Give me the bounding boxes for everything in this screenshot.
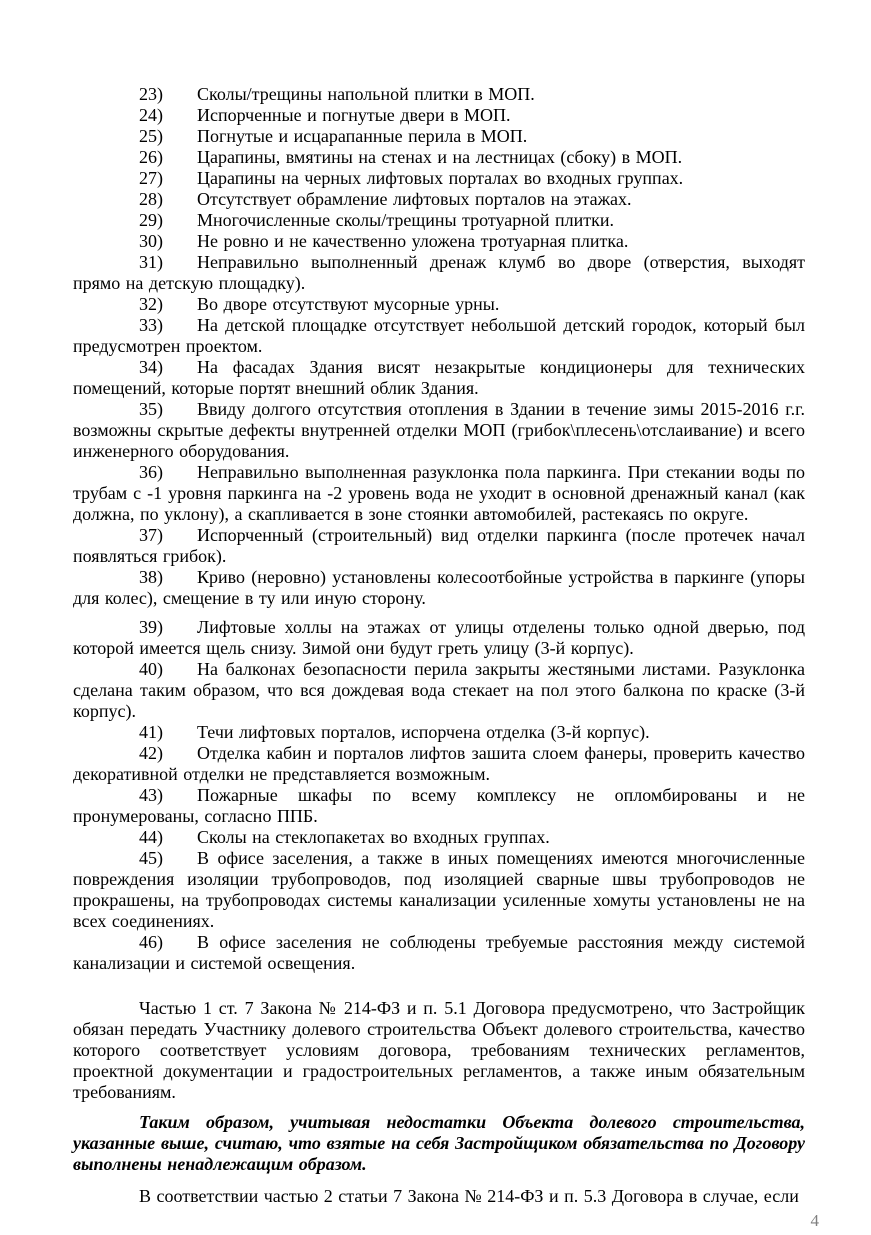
defect-item-text: Ввиду долгого отсутствия отопления в Здании в течение зимы 2015-2016 г.г. возможны скрытые дефекты внутренней отделки МОП (грибок\плесень\отслаивание) и всего инженерного оборудования. [73,399,805,461]
defect-item-number: 31) [139,252,163,272]
paragraph-next-clause: В соответствии частью 2 статьи 7 Закона № 214-ФЗ и п. 5.3 Договора в случае, если [139,1186,799,1206]
defect-item-number: 34) [139,357,163,377]
defect-item-text: Во дворе отсутствуют мусорные урны. [197,294,500,314]
defect-item-text: В офисе заселения, а также в иных помещениях имеются многочисленные повреждения изоляции трубопроводов, под изоляцией сварные швы трубопроводов не прокрашены, на трубопроводах системы канализации усиленные хомуты установлены не на всех соединениях. [73,848,805,931]
defect-item-text: Погнутые и исцарапанные перила в МОП. [197,126,528,146]
defect-item [73,659,805,722]
defect-item-text: Сколы/трещины напольной плитки в МОП. [197,84,535,104]
defect-item-text: Испорченный (строительный) вид отделки паркинга (после протечек начал появляться грибок). [73,525,805,566]
defect-item [73,210,805,231]
page-number-row [73,1210,819,1231]
defect-item [73,399,805,462]
defect-item-number: 39) [139,617,163,637]
page-number: 4 [810,1211,819,1230]
defect-item [73,525,805,567]
defect-item-text: Царапины, вмятины на стенах и на лестницах (сбоку) в МОП. [197,147,683,167]
defect-item [73,147,805,168]
defect-item-number: 24) [139,105,163,125]
defect-item [73,357,805,399]
defect-item [73,617,805,659]
defect-item-number: 33) [139,315,163,335]
defect-item-number: 40) [139,659,163,679]
defect-item-number: 46) [139,932,163,952]
defect-item-number: 27) [139,168,163,188]
defect-item-number: 26) [139,147,163,167]
defect-list-part1 [73,84,805,609]
defect-item-number: 45) [139,848,163,868]
defect-item-text: В офисе заселения не соблюдены требуемые расстояния между системой канализации и системой освещения. [73,932,805,973]
defect-item-number: 23) [139,84,163,104]
paragraph-law-quote: Частью 1 ст. 7 Закона № 214-ФЗ и п. 5.1 Договора предусмотрено, что Застройщик обязан передать Участнику долевого строительства Объект долевого строительства, качество которого соответствует условиям договора, требованиям технических регламентов, проектной документации и градостроительных регламентов, а также иным обязательным требованиям. [73,998,805,1102]
defect-item-number: 28) [139,189,163,209]
defect-item [73,743,805,785]
defect-item-number: 29) [139,210,163,230]
defect-item-text: Лифтовые холлы на этажах от улицы отделены только одной дверью, под которой имеется щель снизу. Зимой они будут греть улицу (3-й корпус). [73,617,805,658]
defect-item [73,827,805,848]
defect-item-text: На балконах безопасности перила закрыты жестяными листами. Разуклонка сделана таким образом, что вся дождевая вода стекает на пол этого балкона по краске (3-й корпус). [73,659,805,721]
defect-item-text: Не ровно и не качественно уложена тротуарная плитка. [197,231,629,251]
defect-item [73,231,805,252]
defect-item-text: Отсутствует обрамление лифтовых порталов на этажах. [197,189,632,209]
defect-item-text: Пожарные шкафы по всему комплексу не опломбированы и не пронумерованы, согласно ППБ. [73,785,805,826]
defect-item-text: Неправильно выполненная разуклонка пола паркинга. При стекании воды по трубам с -1 уровня паркинга на -2 уровень вода не уходит в основной дренажный канал (как должна, по уклону), а скапливается в зоне стоянки автомобилей, растекаясь по округе. [73,462,805,524]
defect-item-number: 35) [139,399,163,419]
defect-item-text: Испорченные и погнутые двери в МОП. [197,105,511,125]
defect-item [73,848,805,932]
defect-item [73,567,805,609]
defect-item-text: Царапины на черных лифтовых порталах во входных группах. [197,168,684,188]
defect-item-text: Сколы на стеклопакетах во входных группах. [197,827,550,847]
defect-item [73,315,805,357]
defect-item-text: На детской площадке отсутствует небольшой детский городок, который был предусмотрен проектом. [73,315,805,356]
defect-item-number: 41) [139,722,163,742]
defect-item-number: 37) [139,525,163,545]
defect-item-number: 43) [139,785,163,805]
defect-item-number: 25) [139,126,163,146]
defect-item-text: Криво (неровно) установлены колесоотбойные устройства в паркинге (упоры для колес), смещение в ту или иную сторону. [73,567,805,608]
defect-item-number: 44) [139,827,163,847]
defect-item [73,168,805,189]
defect-item [73,294,805,315]
defect-item-number: 32) [139,294,163,314]
defect-item-number: 30) [139,231,163,251]
defect-item-text: Неправильно выполненный дренаж клумб во дворе (отверстия, выходят прямо на детскую площадку). [73,252,805,293]
defect-item-number: 38) [139,567,163,587]
defect-item-number: 36) [139,462,163,482]
defect-item [73,722,805,743]
defect-item [73,252,805,294]
defect-item [73,932,805,974]
defect-item [73,785,805,827]
defect-list-part2 [73,617,805,974]
defect-item [73,84,805,105]
defect-item-text: Течи лифтовых порталов, испорчена отделка (3-й корпус). [197,722,650,742]
defect-item [73,189,805,210]
defect-item [73,462,805,525]
defect-item [73,126,805,147]
defect-item [73,105,805,126]
defect-item-text: Отделка кабин и порталов лифтов зашита слоем фанеры, проверить качество декоративной отделки не представляется возможным. [73,743,805,784]
defect-item-text: На фасадах Здания висят незакрытые кондиционеры для технических помещений, которые портят внешний облик Здания. [73,357,805,398]
defect-item-text: Многочисленные сколы/трещины тротуарной плитки. [197,210,615,230]
defect-item-number: 42) [139,743,163,763]
paragraph-conclusion: Таким образом, учитывая недостатки Объекта долевого строительства, указанные выше, считаю, что взятые на себя Застройщиком обязательства по Договору выполнены ненадлежащим образом. [73,1112,805,1174]
